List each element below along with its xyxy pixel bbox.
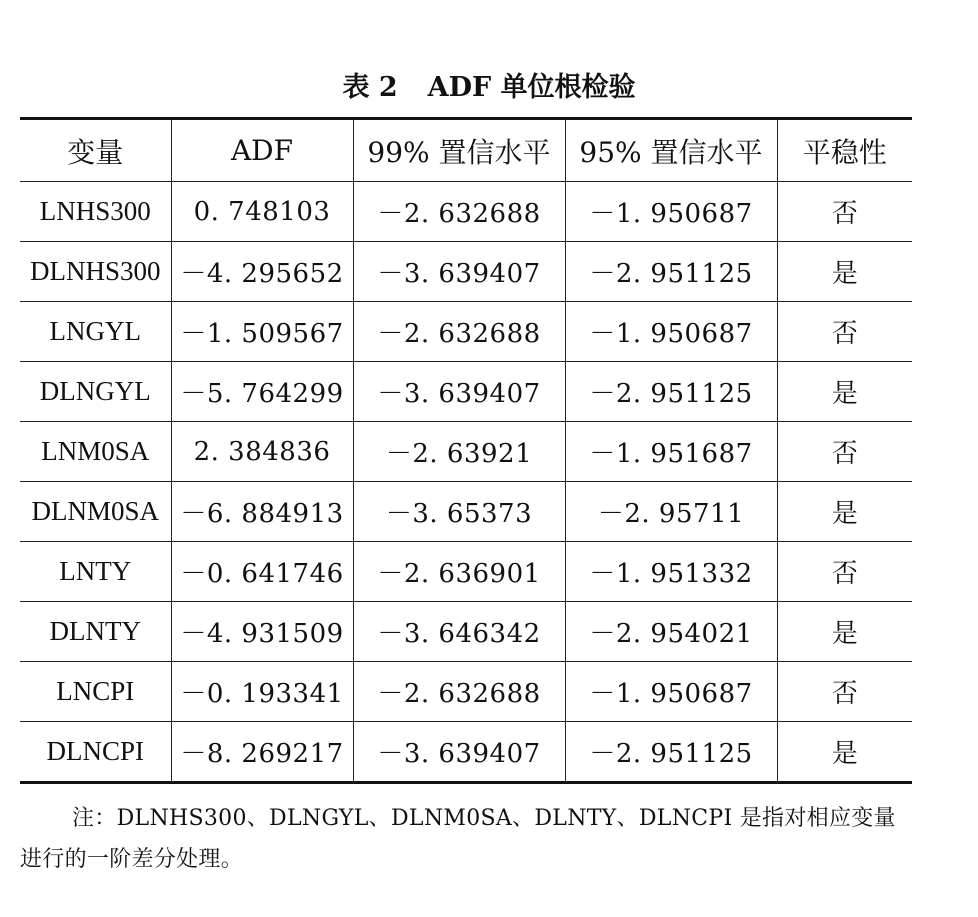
header-adf: ADF: [171, 119, 353, 182]
header-stationarity: 平稳性: [777, 119, 912, 182]
table-row: [20, 662, 912, 722]
cell-stationarity: 否: [777, 542, 912, 602]
cell-variable: LNGYL: [20, 302, 171, 362]
cell-adf: －0. 641746: [171, 542, 353, 602]
cell-stationarity: 是: [777, 362, 912, 422]
cell-99: －2. 63921: [353, 422, 565, 482]
cell-variable: DLNHS300: [20, 242, 171, 302]
cell-adf: －4. 295652: [171, 242, 353, 302]
cell-stationarity: 否: [777, 302, 912, 362]
cell-99: －3. 639407: [353, 722, 565, 783]
cell-stationarity: 否: [777, 662, 912, 722]
table-row: [20, 302, 912, 362]
cell-99: －2. 636901: [353, 542, 565, 602]
cell-99: －2. 632688: [353, 182, 565, 242]
cell-variable: LNM0SA: [20, 422, 171, 482]
cell-variable: LNCPI: [20, 662, 171, 722]
cell-99: －2. 632688: [353, 302, 565, 362]
table-row: [20, 542, 912, 602]
header-99-confidence: 99% 置信水平: [353, 119, 565, 182]
cell-95: －1. 950687: [565, 302, 777, 362]
cell-adf: 0. 748103: [171, 182, 353, 242]
cell-adf: －8. 269217: [171, 722, 353, 783]
cell-99: －3. 65373: [353, 482, 565, 542]
cell-adf: －0. 193341: [171, 662, 353, 722]
cell-variable: DLNM0SA: [20, 482, 171, 542]
cell-95: －2. 951125: [565, 362, 777, 422]
table-row: [20, 242, 912, 302]
cell-variable: DLNCPI: [20, 722, 171, 783]
cell-variable: LNTY: [20, 542, 171, 602]
table-note: 注：DLNHS300、DLNGYL、DLNM0SA、DLNTY、DLNCPI 是指对相应变量进行的一阶差分处理。: [20, 806, 896, 872]
cell-95: －1. 950687: [565, 182, 777, 242]
header-row: [20, 119, 912, 182]
cell-95: －1. 951332: [565, 542, 777, 602]
cell-95: －1. 951687: [565, 422, 777, 482]
table-row: [20, 482, 912, 542]
header-95-confidence: 95% 置信水平: [565, 119, 777, 182]
table-row: [20, 602, 912, 662]
table-row: [20, 362, 912, 422]
cell-stationarity: 是: [777, 482, 912, 542]
cell-99: －2. 632688: [353, 662, 565, 722]
cell-95: －1. 950687: [565, 662, 777, 722]
cell-adf: －4. 931509: [171, 602, 353, 662]
cell-variable: LNHS300: [20, 182, 171, 242]
cell-adf: －1. 509567: [171, 302, 353, 362]
cell-95: －2. 95711: [565, 482, 777, 542]
cell-stationarity: 否: [777, 422, 912, 482]
cell-stationarity: 是: [777, 242, 912, 302]
table-title: ADF 单位根检验: [427, 72, 636, 103]
cell-adf: －5. 764299: [171, 362, 353, 422]
cell-95: －2. 951125: [565, 722, 777, 783]
header-variable: 变量: [20, 119, 171, 182]
cell-stationarity: 是: [777, 602, 912, 662]
table-label: 表 2: [342, 72, 398, 103]
adf-table: [20, 117, 912, 784]
table-caption: [0, 66, 978, 110]
table-row: [20, 182, 912, 242]
cell-99: －3. 639407: [353, 242, 565, 302]
cell-adf: －6. 884913: [171, 482, 353, 542]
cell-95: －2. 954021: [565, 602, 777, 662]
cell-variable: DLNGYL: [20, 362, 171, 422]
cell-99: －3. 646342: [353, 602, 565, 662]
cell-stationarity: 是: [777, 722, 912, 783]
cell-adf: 2. 384836: [171, 422, 353, 482]
cell-variable: DLNTY: [20, 602, 171, 662]
cell-99: －3. 639407: [353, 362, 565, 422]
cell-95: －2. 951125: [565, 242, 777, 302]
table-row: [20, 722, 912, 783]
table-row: [20, 422, 912, 482]
cell-stationarity: 否: [777, 182, 912, 242]
